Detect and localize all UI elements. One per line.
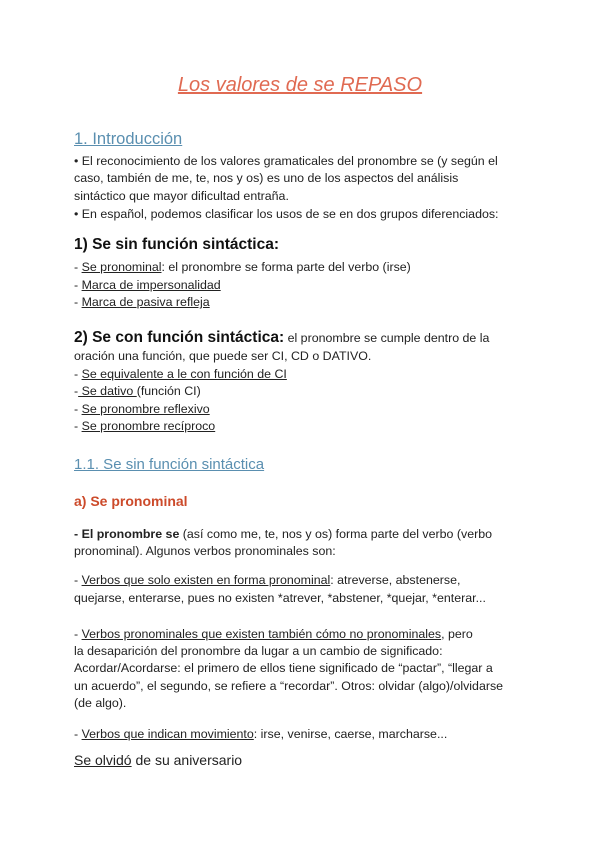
item-link[interactable]: Marca de pasiva refleja [81,295,210,309]
example-sentence [74,752,242,768]
para-2-rest: : atreverse, abstenerse, [330,573,461,587]
intro-bullet-1-line-1: • El reconocimiento de los valores gramaticales del pronombre se (y según el [74,154,498,168]
section-1-1-heading: 1.1. Se sin función sintáctica [74,456,265,473]
group1-heading: 1) Se sin función sintáctica: [74,236,279,253]
para-3-line-3: Acordar/Acordarse: el primero de ellos tiene significado de “pactar”, “llegar a [74,661,493,675]
intro-bullet-1-line-3: sintáctico que mayor dificultad entraña. [74,189,289,203]
intro-heading: 1. Introducción [74,130,183,148]
item-prefix: - [74,295,82,309]
item-prefix: - [74,367,82,381]
item-prefix: - [74,627,82,641]
group1-item [74,294,210,311]
para-3-line-4: un acuerdo”, el segundo, se refiere a “recordar”. Otros: olvidar (algo)/olvidarse [74,679,504,693]
intro-bullet-2: • En español, podemos clasificar los usos de se en dos grupos diferenciados: [74,207,499,221]
group2-heading-line [74,329,489,347]
para-3-line-2: la desaparición del pronombre da lugar a un cambio de significado: [74,644,443,658]
group2-item [74,418,215,435]
item-link[interactable]: Se pronominal [81,260,162,274]
para-1-line-2: pronominal). Algunos verbos pronominales son: [74,544,336,558]
para-2-line-1 [74,572,460,589]
item-text: (función CI) [136,384,201,398]
group2-item [74,366,287,383]
intro-bullet-1-line-2: caso, también de me, te, nos y os) es uno de los aspectos del análisis [74,171,459,185]
item-link[interactable]: Se pronombre reflexivo [81,402,210,416]
example-rest: de su aniversario [131,752,243,768]
para-3-link[interactable]: Verbos pronominales que existen también cómo no pronominales [81,627,442,641]
document-title: Los valores de se REPASO [177,74,423,96]
group2-heading-rest: el pronombre se cumple dentro de la [284,331,490,345]
para-3-line-5: (de algo). [74,696,127,710]
group2-item [74,401,210,418]
para-4-rest: : irse, venirse, caerse, marcharse... [253,727,448,741]
group2-line-2: oración una función, que puede ser CI, CD o DATIVO. [74,349,372,363]
item-prefix: - [74,402,82,416]
para-3-rest: , pero [441,627,473,641]
item-prefix: - [74,573,82,587]
group1-item [74,259,411,276]
para-4 [74,726,447,743]
para-4-link[interactable]: Verbos que indican movimiento [81,727,254,741]
example-link[interactable]: Se olvidó [74,752,132,768]
para-1-rest: (así como me, te, nos y os) forma parte del verbo (verbo [179,527,492,541]
item-link[interactable]: Marca de impersonalidad [81,278,221,292]
item-prefix: - [74,278,82,292]
item-text: : el pronombre se forma parte del verbo (irse) [161,260,411,274]
group2-item [74,383,201,400]
item-prefix: - [74,419,82,433]
para-1-bold: - El pronombre se [74,527,180,541]
item-link[interactable]: Se equivalente a le con función de CI [81,367,287,381]
para-1-line-1 [74,526,492,543]
item-link[interactable]: Se dativo [78,384,137,398]
subsection-a-heading: a) Se pronominal [74,493,188,509]
para-3-line-1 [74,626,473,643]
group1-item [74,277,221,294]
group2-heading: 2) Se con función sintáctica: [74,329,285,346]
item-prefix: - [74,384,79,398]
item-prefix: - [74,260,82,274]
item-link[interactable]: Se pronombre recíproco [81,419,216,433]
item-prefix: - [74,727,82,741]
para-2-line-2: quejarse, enterarse, pues no existen *atrever, *abstener, *quejar, *enterar... [74,591,486,605]
para-2-link[interactable]: Verbos que solo existen en forma pronominal [81,573,331,587]
